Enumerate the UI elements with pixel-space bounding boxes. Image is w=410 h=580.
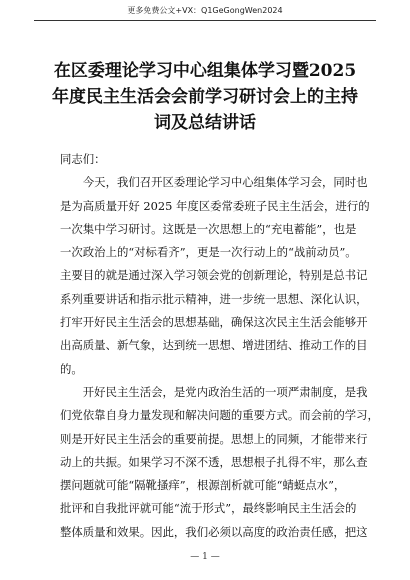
body-line: 出高质量、新气象，达到统一思想、增进团结、推动工作的目 bbox=[60, 338, 368, 353]
body-line: 打牢开好民主生活会的思想基础，确保这次民主生活会能够开 bbox=[60, 315, 368, 330]
body-line: 今天，我们召开区委理论学习中心组集体学习会，同时也 bbox=[60, 175, 368, 190]
body-line: 们党依靠自身力量发现和解决问题的重要方式。而会前的学习， bbox=[60, 408, 379, 423]
body-line: 系列重要讲话和指示批示精神，进一步统一思想、深化认识， bbox=[60, 291, 368, 306]
document-title bbox=[40, 58, 370, 136]
body-line: 是为高质量开好 2025 年度区委常委班子民主生活会，进行的 bbox=[60, 198, 370, 213]
title-line-1: 在区委理论学习中心组集体学习暨2025 bbox=[53, 61, 357, 81]
body-line: 则是开好民主生活会的重要前提。思想上的同频，才能带来行 bbox=[60, 431, 368, 446]
page-number: — 1 — bbox=[190, 552, 220, 562]
body-line: 一次政治上的“对标看齐”，更是一次行动上的“战前动员”。 bbox=[60, 245, 357, 260]
salutation: 同志们： bbox=[60, 152, 106, 166]
body-line: 开好民主生活会，是党内政治生活的一项严肃制度，是我 bbox=[60, 384, 368, 399]
document-body bbox=[60, 148, 379, 544]
title-line-2: 年度民主生活会会前学习研讨会上的主持 bbox=[52, 87, 358, 107]
body-line: 主要目的就是通过深入学习领会党的创新理论，特别是总书记 bbox=[60, 268, 368, 283]
body-line: 的。 bbox=[60, 361, 83, 376]
title-line-3: 词及总结讲话 bbox=[154, 113, 256, 133]
body-line: 一次集中学习研讨。这既是一次思想上的“充电蓄能”，也是 bbox=[60, 221, 357, 236]
header-divider bbox=[34, 20, 376, 21]
body-line: 整体质量和效果。因此，我们必须以高度的政治责任感，把这 bbox=[60, 524, 368, 539]
body-line: 动上的共振。如果学习不深不透，思想根子扎得不牢，那么查 bbox=[60, 454, 368, 469]
body-line: 摆问题就可能“隔靴搔痒”，根源剖析就可能“蜻蜓点水”， bbox=[60, 478, 346, 493]
body-line: 批评和自我批评就可能“流于形式”，最终影响民主生活会的 bbox=[60, 501, 357, 516]
header-note: 更多免费公文+VX：Q1GeGongWen2024 bbox=[127, 6, 283, 15]
